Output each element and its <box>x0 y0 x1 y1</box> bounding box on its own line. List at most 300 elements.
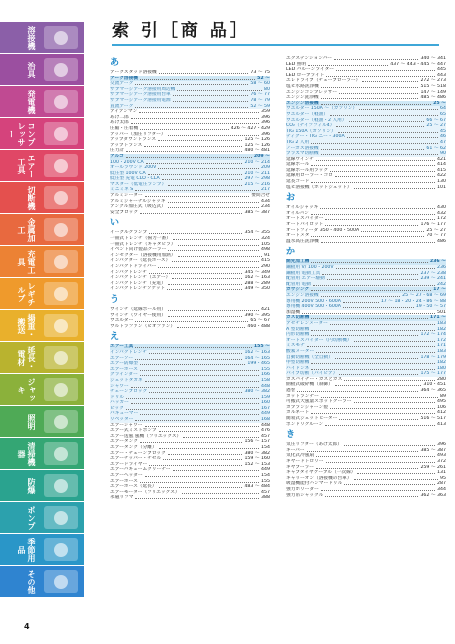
leader-dots <box>135 318 248 322</box>
sidebar-tab-label: レギチルブ <box>17 281 36 306</box>
index-entry[interactable] <box>110 495 270 501</box>
index-group <box>286 247 446 427</box>
leader-dots <box>168 204 259 208</box>
entry-name: シャワー <box>110 383 129 389</box>
sidebar-tab[interactable] <box>0 438 84 469</box>
leader-dots <box>135 344 252 348</box>
kana-heading: き <box>286 430 296 441</box>
leader-dots <box>343 299 379 303</box>
entry-name: アルミシーター <box>110 193 143 199</box>
entry-pages: 131 <box>437 470 446 476</box>
entry-name: ピック <box>110 405 124 411</box>
leader-dots <box>140 210 242 214</box>
leader-dots <box>135 417 259 421</box>
category-thumbnail-icon <box>44 570 78 593</box>
entry-pages: 17 ～ 18・20・24・86 ～ 88 <box>380 298 446 304</box>
entry-pages: 412 <box>437 410 446 416</box>
leader-dots <box>311 327 435 331</box>
entry-name: アングル加圧式（吸込式） <box>110 204 166 210</box>
entry-pages: 290 <box>261 264 270 269</box>
leader-dots <box>325 222 418 226</box>
sidebar-tab-label: 金属加工 <box>17 217 36 242</box>
leader-dots <box>335 173 435 177</box>
leader-dots <box>321 95 419 99</box>
entry-pages: 437 ～ 443・445 ～ 447 <box>390 61 446 67</box>
index-entry[interactable] <box>110 324 270 330</box>
entry-pages: 209 ～ <box>253 153 270 159</box>
sidebar-tab[interactable] <box>0 54 84 85</box>
sidebar-tab-label: 発電機 <box>27 89 36 114</box>
leader-dots <box>140 367 259 371</box>
leader-dots <box>336 67 435 71</box>
entry-name: ジェットタガネ <box>110 377 143 383</box>
entry-pages: 217 <box>261 187 270 193</box>
entry-pages: 要問合せ <box>251 193 270 199</box>
leader-dots <box>159 484 243 488</box>
leader-dots <box>316 465 418 469</box>
leader-dots <box>168 451 243 455</box>
leader-dots <box>149 230 242 234</box>
leader-dots <box>148 171 243 175</box>
entry-name: エアータンク <box>110 439 138 445</box>
index-group <box>110 218 270 292</box>
entry-name: 気圧リフター（あげ太郎） <box>286 442 342 448</box>
entry-pages: 64 <box>440 106 446 112</box>
entry-pages: 372 <box>437 459 446 464</box>
entry-name: エクステンションバー <box>286 56 332 61</box>
leader-dots <box>339 416 418 420</box>
leader-dots <box>140 372 259 376</box>
index-entry[interactable] <box>286 493 446 499</box>
leader-dots <box>311 179 435 183</box>
leader-dots <box>362 78 418 82</box>
entry-pages: 159 <box>261 394 270 400</box>
leader-dots <box>159 70 249 74</box>
sidebar-tab[interactable] <box>0 118 84 149</box>
entry-name: ハイドンネ <box>286 365 310 371</box>
entry-pages: 172 <box>437 337 446 343</box>
sidebar-tab-label: 溶接機 <box>27 25 36 50</box>
sidebar-tab[interactable] <box>0 534 84 565</box>
entry-pages: 168 <box>261 417 270 423</box>
entry-pages: 158 <box>261 377 270 383</box>
entry-pages: 106 <box>437 404 446 410</box>
entry-pages: 215 ～ 216 <box>244 181 270 187</box>
leader-dots <box>335 382 422 386</box>
leader-dots <box>158 165 259 169</box>
leader-dots <box>321 84 419 88</box>
category-thumbnail-icon <box>44 378 78 401</box>
entry-pages: 61 ～ 62 <box>426 145 446 151</box>
entry-name: 強力ホリーダー <box>286 486 319 492</box>
entry-name: 吸湿機能付ハンマードリル <box>286 481 343 487</box>
leader-dots <box>173 98 249 102</box>
entry-pages: 483 ～ 484 <box>244 484 270 490</box>
entry-name: 延線ボール <box>286 162 310 168</box>
entry-pages: 155 <box>261 366 270 372</box>
leader-dots <box>182 490 259 494</box>
entry-name: エアー防爆型 <box>110 361 138 367</box>
entry-name: 塩ビ水路洗浄機 <box>286 83 319 89</box>
entry-pages: 385 ～ 387 <box>420 447 446 453</box>
leader-dots <box>344 442 435 446</box>
entry-name: ガスバイナー・ガスとガス <box>286 376 343 382</box>
category-thumbnail-icon <box>44 506 78 529</box>
entry-name: サブマージアーク溶接用周辺機 <box>110 86 176 92</box>
entry-pages: 272 ～ 273 <box>420 78 446 84</box>
entry-name: ウインチ（延線ボール用） <box>110 306 167 312</box>
leader-dots <box>354 185 436 189</box>
sidebar-tab-label: 充電工具 <box>17 249 36 274</box>
index-entry[interactable] <box>286 422 446 428</box>
entry-name: ドリル <box>110 394 125 400</box>
category-thumbnail-icon <box>44 90 78 113</box>
entry-pages: 210 ～ 211 <box>244 170 270 176</box>
entry-pages: 421 <box>437 156 446 162</box>
entry-name: キーパー <box>286 447 305 453</box>
leader-dots <box>149 389 242 393</box>
leader-dots <box>149 270 242 274</box>
entry-pages: 457 <box>261 433 270 439</box>
leader-dots <box>159 428 259 432</box>
entry-name: 延線ウインチ <box>286 156 314 162</box>
leader-dots <box>140 361 245 365</box>
entry-pages: 364 ～ 365 <box>420 388 446 394</box>
sidebar-tab[interactable] <box>0 406 84 437</box>
index-group <box>286 193 446 244</box>
entry-name: エンジン溶接機 <box>286 100 319 106</box>
entry-name: ウエルダー（軽油） <box>286 111 329 117</box>
entry-name: 専用機 200V 500・600A <box>286 298 341 304</box>
leader-dots <box>321 293 401 297</box>
leader-dots <box>168 132 259 136</box>
entry-pages: 287 <box>437 481 446 487</box>
entry-pages: 105 <box>261 241 270 247</box>
sidebar-tab[interactable] <box>0 502 84 533</box>
entry-name: 円形切断機 <box>286 332 310 338</box>
entry-pages: 45 <box>440 128 446 134</box>
entry-pages: 25 ～ 27・68 ～ 69 <box>402 292 446 298</box>
sidebar-tab-label: エアー工具 <box>17 153 36 178</box>
entry-pages: 58 ～ 60 <box>250 81 270 87</box>
sidebar-tab-label: 治具 <box>27 61 36 78</box>
leader-dots <box>326 459 436 463</box>
leader-dots <box>140 76 255 80</box>
index-entry[interactable] <box>110 210 270 216</box>
leader-dots <box>339 90 418 94</box>
entry-name: バキューマー <box>110 411 139 417</box>
entry-pages: 476 <box>261 428 270 434</box>
entry-pages: 421 <box>261 306 270 312</box>
entry-name: エアータンク（分離） <box>110 445 157 451</box>
category-thumbnail-icon <box>44 442 78 465</box>
entry-name: 配管用 電動 <box>286 281 311 287</box>
entry-name: 開先加工機 <box>286 259 310 265</box>
entry-pages: 52 ～ <box>257 75 270 81</box>
leader-dots <box>330 168 435 172</box>
sidebar-tab-label: 切断機 <box>27 185 36 210</box>
entry-name: ウエルダー 150A 〜（ガソリン） <box>286 106 358 112</box>
entry-pages: 70 ～ 77 <box>426 233 446 239</box>
entry-pages: 345 ～ 349 <box>244 269 270 275</box>
entry-name: チェーンブロック <box>110 389 148 395</box>
leader-dots <box>168 247 259 251</box>
sidebar-tab[interactable] <box>0 278 84 309</box>
leader-dots <box>311 410 435 414</box>
entry-name: アルゴ <box>110 153 124 159</box>
entry-name: あげ二郎 <box>110 114 129 120</box>
entry-name: 低圧型 充電 CLO・CLA <box>110 176 160 182</box>
leader-dots <box>167 286 242 290</box>
sidebar-tab[interactable] <box>0 150 84 181</box>
category-thumbnail-icon <box>44 346 78 369</box>
leader-dots <box>168 182 242 186</box>
entry-pages: 176 ～ 177 <box>420 222 446 228</box>
entry-pages: 434 <box>261 198 270 204</box>
leader-dots <box>168 307 259 311</box>
leader-dots <box>135 495 259 499</box>
leader-dots <box>149 350 242 354</box>
leader-dots <box>347 134 438 138</box>
entry-pages: 17 ～ <box>433 287 446 293</box>
category-thumbnail-icon <box>44 58 78 81</box>
category-thumbnail-icon <box>44 250 78 273</box>
entry-name: インパクトレンチ <box>110 269 148 275</box>
entry-pages: 19・50 ～ 57 <box>415 304 446 310</box>
entry-pages: 385 ～ 387 <box>244 209 270 215</box>
entry-name: A 型切断機 <box>286 326 310 332</box>
leader-dots <box>173 236 259 240</box>
entry-name: インパクトレンチ（エアー） <box>110 275 171 281</box>
leader-dots <box>311 233 424 237</box>
entry-pages: 172 ～ 174 <box>420 332 446 338</box>
index-group <box>110 332 270 501</box>
entry-name: エアー式ミストポンプ <box>110 428 157 434</box>
entry-pages: 152 ～ 153 <box>244 461 270 467</box>
sidebar-tab-label: ポンプ <box>27 505 36 530</box>
entry-name: 圧縮・圧着機 <box>110 125 139 131</box>
entry-name: エアーモーター（フリエックス） <box>110 489 180 495</box>
leader-dots <box>135 187 259 191</box>
sidebar-tab-label: 照明 <box>27 413 36 430</box>
entry-name: アーク溶接機 <box>110 75 138 81</box>
entry-name: エアーホース（延長） <box>110 484 157 490</box>
entry-pages: 95 <box>440 475 446 481</box>
leader-dots <box>336 265 435 269</box>
leader-dots <box>159 445 259 449</box>
entry-pages: 25 ～ 27 <box>426 123 446 129</box>
entry-pages: 91 <box>264 252 270 258</box>
entry-pages: 380 ～ 382 <box>244 389 270 395</box>
entry-pages: 501 <box>437 309 446 315</box>
leader-dots <box>158 264 259 268</box>
sidebar-tab-label: 季節用品 <box>17 537 36 562</box>
sidebar-tab-label: 揚重・搬送 <box>17 313 36 338</box>
entry-name: カットランナー <box>286 393 319 399</box>
entry-name: アセチレンメーター <box>286 320 328 326</box>
leader-dots <box>131 400 259 404</box>
kana-heading: お <box>286 193 296 204</box>
entry-pages: 493 <box>437 453 446 459</box>
leader-dots <box>330 405 435 409</box>
entry-pages: 159 ～ 160 <box>244 456 270 462</box>
leader-dots <box>354 338 435 342</box>
category-thumbnail-icon <box>44 186 78 209</box>
leader-dots <box>316 157 435 161</box>
leader-dots <box>344 377 435 381</box>
entry-pages: 47 <box>440 139 446 145</box>
entry-name: 専用機 400V 500・600A <box>286 304 341 310</box>
entry-pages: 65 <box>440 111 446 117</box>
leader-dots <box>335 355 419 359</box>
entry-name: 100・200V CA <box>110 159 144 165</box>
entry-name: 直流アーク <box>110 103 134 109</box>
entry-pages: 340 ～ 341 <box>420 56 446 61</box>
entry-name: ガウジング <box>286 287 310 293</box>
entry-pages: 432 <box>437 210 446 216</box>
entry-name: 気化式冷風扇 <box>286 453 315 459</box>
leader-dots <box>177 87 262 91</box>
entry-name: ボンドリクルーン <box>286 421 324 427</box>
entry-name: 過巻 <box>286 388 296 394</box>
entry-pages: 443 <box>437 72 446 78</box>
index-column-right <box>286 56 446 501</box>
leader-dots <box>330 112 438 116</box>
entry-pages: 415 <box>437 167 446 173</box>
entry-name: 延線用ローラー・コロ <box>286 173 333 179</box>
entry-name: ミスモナ <box>286 343 305 349</box>
kana-heading: か <box>286 247 296 258</box>
entry-name: オートメタ <box>286 233 310 239</box>
entry-pages: 445 <box>437 67 446 73</box>
entry-name: エアーホース <box>110 366 138 372</box>
leader-dots <box>321 394 438 398</box>
sidebar-tab[interactable] <box>0 22 84 53</box>
leader-dots <box>145 423 260 427</box>
sidebar-tab-label: 清掃機器 <box>17 441 36 466</box>
entry-name: イベント向け製品クーラー <box>110 247 167 253</box>
kana-heading: い <box>110 218 120 229</box>
leader-dots <box>168 281 243 285</box>
sidebar-tab[interactable] <box>0 182 84 213</box>
sidebar-tab[interactable] <box>0 342 84 373</box>
sidebar-tab[interactable] <box>0 214 84 245</box>
index-entry[interactable] <box>286 185 446 191</box>
entry-pages: 396 <box>437 442 446 448</box>
entry-pages: 449 <box>261 411 270 417</box>
leader-dots <box>321 101 432 105</box>
entry-pages: 25 ～ <box>433 100 446 106</box>
entry-pages: 155 ～ <box>253 344 270 350</box>
entry-name: サブマージアーク溶接用電源 <box>110 97 171 103</box>
entry-pages: 90 <box>440 151 446 157</box>
entry-pages: 415 <box>261 258 270 264</box>
category-thumbnail-icon <box>44 218 78 241</box>
entry-pages: 175 ～ 177 <box>420 371 446 377</box>
leader-dots <box>135 104 248 108</box>
entry-pages: 486 <box>437 238 446 244</box>
entry-pages: 156 ～ 157 <box>244 439 270 445</box>
leader-dots <box>320 205 435 209</box>
sidebar-tab[interactable] <box>0 86 84 117</box>
entry-name: 塩ビ溶接機（ホットジェット） <box>286 184 352 190</box>
entry-name: 自動切断機（全自動） <box>286 354 333 360</box>
entry-name: インパクトレンチソケット <box>110 286 166 292</box>
index-entry[interactable] <box>110 286 270 292</box>
leader-dots <box>311 315 427 319</box>
entry-name: アップダウントランス <box>110 137 157 143</box>
entry-pages: 166 <box>261 372 270 378</box>
index-entry[interactable] <box>286 239 446 245</box>
leader-dots <box>146 160 243 164</box>
leader-dots <box>325 422 435 426</box>
entry-pages: 182 <box>437 360 446 366</box>
entry-pages: 388 <box>261 495 270 501</box>
leader-dots <box>316 349 435 353</box>
entry-name: エレドライブ（チェーブローラー） <box>286 78 361 84</box>
entry-name: エアーソー <box>110 355 134 361</box>
entry-name: アルミジャーナルジャッキ <box>110 198 166 204</box>
sidebar-tab[interactable] <box>0 310 84 341</box>
leader-dots <box>321 487 435 491</box>
sidebar-tab-label: 防爆 <box>27 477 36 494</box>
entry-name: エアーチッパー・チゼル <box>110 456 162 462</box>
entry-name: 安全ブロック <box>110 209 139 215</box>
entry-name: 圧力計 <box>110 148 125 154</box>
entry-pages: 171 <box>437 343 446 349</box>
index-group <box>286 56 446 190</box>
entry-name: 低圧型 100V CA <box>110 170 146 176</box>
leader-dots <box>126 148 242 152</box>
index-group <box>110 58 270 215</box>
entry-name: インパクトレンチ <box>110 349 148 355</box>
entry-name: ギヤプーラー <box>286 464 314 470</box>
entry-name: カルネート <box>286 410 310 416</box>
entry-pages: 239 ～ 241 <box>420 276 446 282</box>
entry-pages: 125 ～ 126 <box>244 142 270 148</box>
leader-dots <box>330 321 435 325</box>
entry-name: エアーヘッダー <box>110 473 143 478</box>
sidebar-tab[interactable] <box>0 246 84 277</box>
entry-name: CO₂（ナイフフィル4） <box>286 123 335 129</box>
entry-name: オートスパイダー（円切断機） <box>286 337 352 343</box>
entry-name: エアーバキュームクリーナー <box>110 467 171 473</box>
entry-pages: 460・488 <box>247 323 270 329</box>
leader-dots <box>325 216 435 220</box>
entry-pages: 495 <box>437 399 446 405</box>
sidebar-tab[interactable] <box>0 566 84 597</box>
leader-dots <box>311 287 431 291</box>
entry-name: エンジン溶接機 <box>286 292 319 298</box>
leader-dots <box>322 271 418 275</box>
sidebar-tab[interactable] <box>0 470 84 501</box>
leader-dots <box>131 384 259 388</box>
leader-dots <box>326 73 435 77</box>
leader-dots <box>139 109 259 113</box>
leader-dots <box>311 162 435 166</box>
entry-pages: 324 <box>261 236 270 242</box>
entry-pages: 209 <box>261 165 270 171</box>
sidebar-tab[interactable] <box>0 374 84 405</box>
leader-dots <box>140 439 243 443</box>
entry-pages: 73 ～ 75 <box>250 70 270 75</box>
entry-pages: 359 <box>261 109 270 115</box>
entry-name: オールラウンド 200V <box>110 165 157 171</box>
leader-dots <box>313 282 435 286</box>
leader-dots <box>297 388 418 392</box>
entry-name: オイルパン <box>286 210 309 216</box>
entry-pages: 516 ～ 517 <box>420 416 446 422</box>
